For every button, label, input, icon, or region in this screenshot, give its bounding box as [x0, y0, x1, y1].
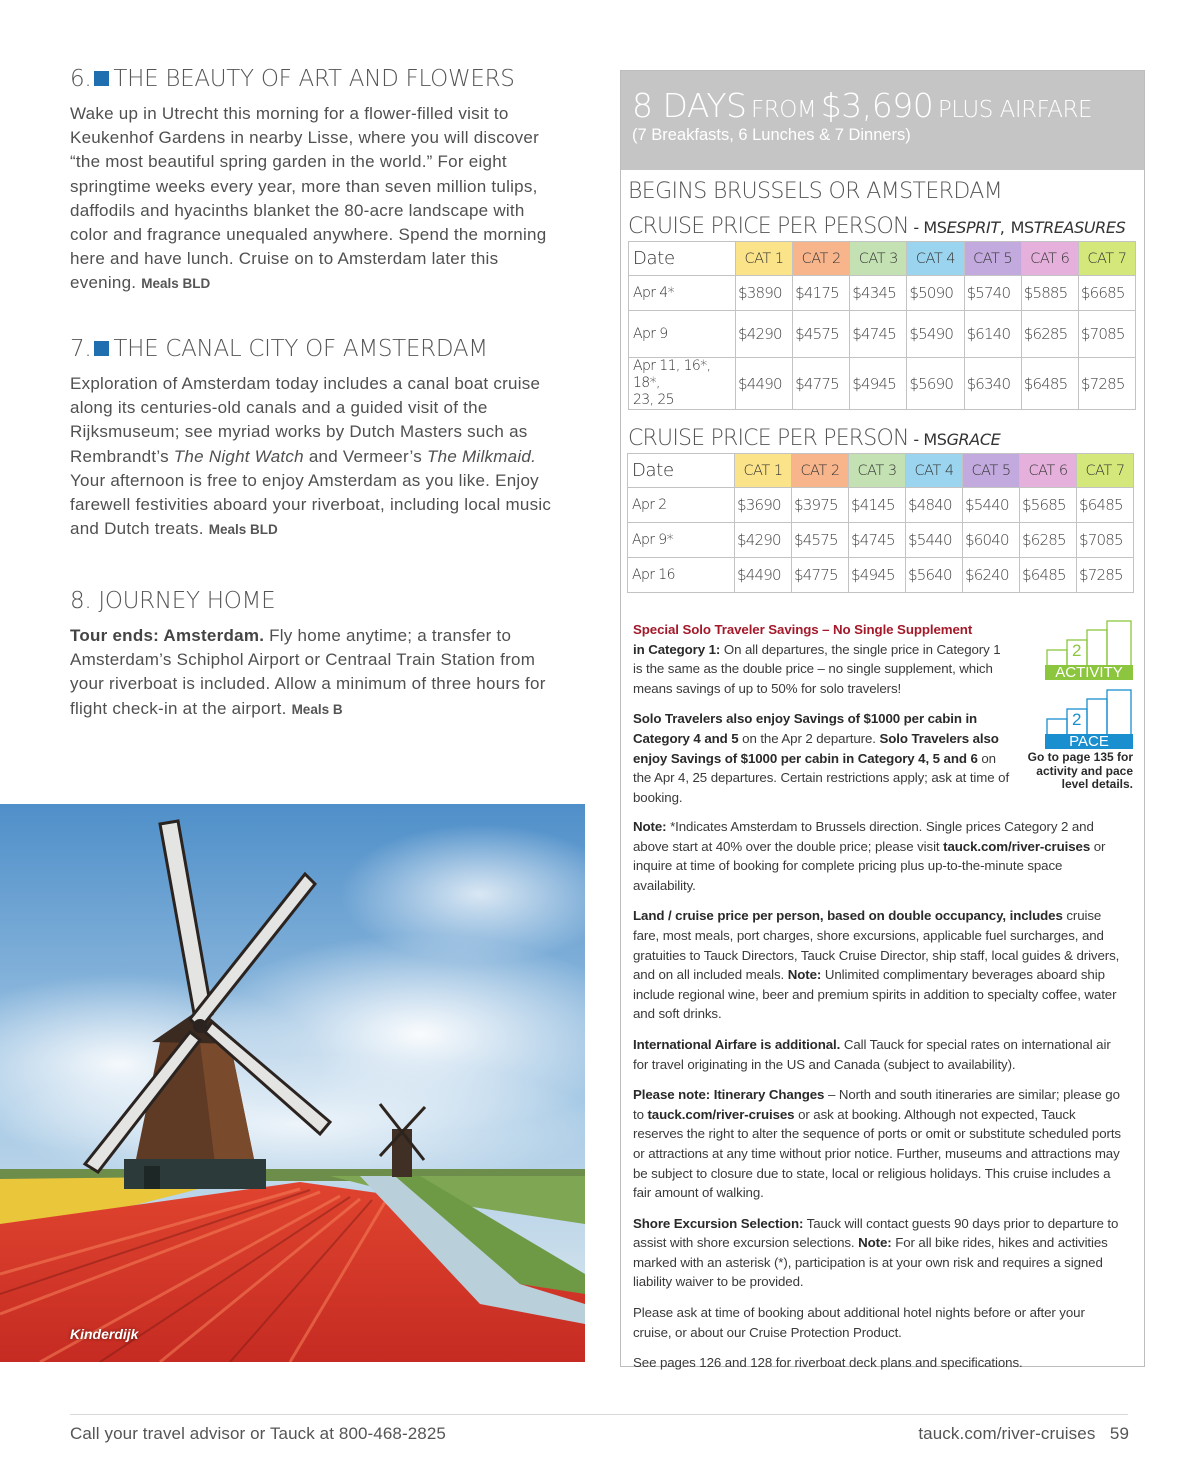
itinerary-text-2: or ask at booking. Although not expected, Tauck reserves the right to alter the sequence of ports or omit or substitute scheduled ports or attractions at any time without prior notice. Further, museums and attractions may be subject to closure due to state, local or religious holidays. This cruise includes a fair amount of walking. [633, 1106, 1121, 1201]
price-cell: $4290 [736, 311, 793, 358]
day-title: THE BEAUTY OF ART AND FLOWERS [113, 66, 515, 92]
solo-savings-title: Special Solo Traveler Savings – No Single Supplement [633, 622, 973, 637]
table-header-row [629, 242, 1136, 276]
table-heading-text: CRUISE PRICE PER PERSON [628, 426, 909, 451]
blue-square-icon [94, 341, 109, 356]
ms-prefix: MS [1010, 218, 1034, 237]
row-date: Apr 9* [628, 523, 735, 558]
price-cell: $4145 [849, 488, 906, 523]
day-8-text: Fly home anytime; a transfer to Amsterdam’s Schiphol Airport or Centraal Train Station from your riverboat is included. Allow a minimum of three hours for flight check-in at the airport. [70, 626, 546, 718]
pace-level-number: 2 [1072, 710, 1082, 729]
row-date: Apr 2 [628, 488, 735, 523]
footer-divider [70, 1414, 1128, 1415]
price-cell: $6140 [964, 311, 1021, 358]
solo-cabin-text-2: on the Apr 4, 25 departures. Certain restrictions apply; ask at time of booking. [633, 750, 1010, 805]
note-label: Note: [787, 967, 822, 983]
table-row [628, 488, 1134, 523]
footer-url-page-number: tauck.com/river-cruises 59 [918, 1424, 1129, 1443]
cat-3-header: CAT 3 [849, 454, 906, 488]
cat-7-header: CAT 7 [1078, 242, 1135, 276]
cat-5-header: CAT 5 [963, 454, 1020, 488]
cat-2-header: CAT 2 [793, 242, 850, 276]
solo-traveler-section [633, 620, 1011, 818]
price-cell: $3890 [736, 276, 793, 311]
shore-excursion-label: Shore Excursion Selection: [633, 1215, 804, 1231]
price-cell: $5885 [1021, 276, 1078, 311]
activity-level-number: 2 [1072, 641, 1082, 660]
pricing-panel [620, 70, 1145, 1371]
solo-savings-paragraph [633, 620, 1011, 698]
cat-4-header: CAT 4 [907, 242, 964, 276]
itinerary-changes-label: Please note: Itinerary Changes [633, 1087, 825, 1103]
land-cruise-text-1: cruise fare, most meals, port charges, shore excursions, applicable fuel surcharges, and gratuities to Tauck Directors, Tauck Cruise Director, ship staff, local guides & drivers, and on all included meals. [633, 908, 1120, 983]
itinerary-column [70, 66, 556, 718]
price-cell: $5740 [964, 276, 1021, 311]
price-cell: $4575 [793, 311, 850, 358]
price-cell: $4575 [792, 523, 849, 558]
deck-plans-note: See pages 126 and 128 for riverboat deck plans and specifications. [633, 1355, 1023, 1371]
ship-name-esprit [947, 218, 1000, 237]
price-cell: $5490 [907, 311, 964, 358]
table-row [629, 311, 1136, 358]
solo-cabin-bold-1: Solo Travelers also enjoy Savings of $1000 per cabin in Category 4 and 5 [633, 711, 978, 746]
price-cell: $7285 [1077, 558, 1134, 593]
day-7-text-1: Exploration of Amsterdam today includes a canal boat cruise along its centuries-old canals and a guided visit of the Rijksmuseum; see myriad works by Dutch Masters such as Rembrandt’s [70, 374, 541, 466]
day-number: 6. [70, 66, 92, 92]
photo-caption: Kinderdijk [70, 1326, 139, 1342]
day-7-text-3: Your afternoon is free to enjoy Amsterdam as you like. Enjoy farewell festivities aboard your riverboat, including local music and Dutch treats. [70, 470, 552, 539]
price-title [632, 86, 1144, 125]
day-8-heading: 8. JOURNEY HOME [70, 588, 276, 614]
price-cell: $6485 [1021, 358, 1078, 410]
price-cell: $4840 [906, 488, 963, 523]
tour-ends-label: Tour ends: Amsterdam. [70, 626, 265, 645]
date-column-header: Date [628, 454, 735, 488]
day-6-heading [70, 66, 556, 92]
price-cell: $4775 [792, 558, 849, 593]
solo-cabin-savings-paragraph [633, 709, 1011, 807]
ship-separator: , [999, 218, 1005, 237]
price-cell: $4290 [735, 523, 792, 558]
price-cell: $4945 [850, 358, 907, 410]
booking-notes [633, 817, 1125, 1384]
price-cell: $5690 [907, 358, 964, 410]
itinerary-changes-note [633, 1085, 1125, 1203]
begins-heading: BEGINS BRUSSELS OR AMSTERDAM [628, 179, 1003, 204]
note-text-2: or inquire at time of booking for complete pricing plus up-to-the-minute space availability. [633, 838, 1106, 893]
price-cell: $3690 [735, 488, 792, 523]
itinerary-text-1: – North and south itineraries are similar; please go to [633, 1087, 1120, 1122]
price-table-esprit-treasures [628, 241, 1136, 410]
day-6-body [70, 102, 556, 297]
river-cruises-link[interactable]: tauck.com/river-cruises [943, 838, 1091, 854]
airfare-label: International Airfare is additional. [633, 1036, 841, 1052]
price-cell: $4775 [793, 358, 850, 410]
table-row [628, 523, 1134, 558]
date-column-header: Date [629, 242, 736, 276]
artwork-title-night-watch: The Night Watch [173, 446, 304, 466]
price-table-grace [627, 453, 1134, 593]
price-cell: $5090 [907, 276, 964, 311]
river-cruises-link[interactable]: tauck.com/river-cruises [647, 1106, 795, 1122]
price-cell: $4745 [850, 311, 907, 358]
price-cell: $4945 [849, 558, 906, 593]
ship-name: ESPRIT [946, 218, 1000, 237]
price-cell: $3975 [792, 488, 849, 523]
day-title: THE CANAL CITY OF AMSTERDAM [113, 336, 488, 362]
day-8-section [70, 588, 556, 722]
solo-cabin-bold-2: Solo Travelers also enjoy Savings of $1000 per cabin in Category 4, 5 and 6 [633, 730, 999, 766]
ms-prefix: MS [923, 430, 947, 449]
activity-label: ACTIVITY [1045, 665, 1133, 680]
note-label: Note: [858, 1235, 892, 1251]
cat-1-header: CAT 1 [735, 454, 792, 488]
day-6-section [70, 66, 556, 297]
price-cell: $6485 [1077, 488, 1134, 523]
meals-label: Meals BLD [208, 522, 278, 538]
hotel-nights-note: Please ask at time of booking about additional hotel nights before or after your cruise, or about our Cruise Protection Product. [633, 1305, 1085, 1340]
direction-note [633, 817, 1125, 895]
starting-price: $3,690 [820, 86, 934, 125]
land-cruise-text-2: Unlimited complimentary beverages aboard ship include regional wine, beer and premium spirits in addition to specialty coffee, water and soft drinks. [633, 967, 1117, 1022]
cat-4-header: CAT 4 [906, 454, 963, 488]
meals-summary: (7 Breakfasts, 6 Lunches & 7 Dinners) [632, 126, 911, 144]
price-cell: $5640 [906, 558, 963, 593]
from-label: FROM [751, 97, 817, 123]
ship-name-grace [947, 430, 1001, 449]
windmill-photo [0, 804, 585, 1362]
cat-6-header: CAT 6 [1021, 242, 1078, 276]
cat-2-header: CAT 2 [792, 454, 849, 488]
table-heading-text: CRUISE PRICE PER PERSON [628, 214, 909, 239]
airfare-note [633, 1035, 1125, 1074]
days-count: 8 DAYS [632, 86, 747, 125]
row-date: Apr 9 [629, 311, 736, 358]
solo-cabin-text-1: on the Apr 2 departure. [738, 730, 880, 746]
table-row [629, 358, 1136, 410]
row-date [629, 358, 736, 410]
day-7-section [70, 336, 556, 542]
blue-square-icon [94, 71, 109, 86]
price-cell: $6685 [1078, 276, 1135, 311]
price-cell: $5685 [1020, 488, 1077, 523]
meals-label: Meals BLD [141, 276, 211, 292]
footer-phone: Call your travel advisor or Tauck at 800-468-2825 [70, 1424, 446, 1443]
solo-lead: in Category 1: [633, 641, 721, 657]
artwork-title-milkmaid: The Milkmaid. [426, 446, 537, 466]
plus-airfare-label: PLUS AIRFARE [937, 97, 1093, 123]
ms-prefix: MS [923, 218, 947, 237]
shore-excursion-note [633, 1214, 1125, 1292]
solo-body: On all departures, the single price in Category 1 is the same as the double price – no single supplement, which means savings of up to 50% for solo travelers! [633, 641, 1001, 696]
day-8-body [70, 624, 556, 722]
price-cell: $5440 [906, 523, 963, 558]
row-date: Apr 16 [628, 558, 735, 593]
price-cell: $5440 [963, 488, 1020, 523]
cat-7-header: CAT 7 [1077, 454, 1134, 488]
table-header-row [628, 454, 1134, 488]
price-cell: $6040 [963, 523, 1020, 558]
note-label: Note: [633, 819, 667, 834]
price-cell: $6285 [1020, 523, 1077, 558]
airfare-text: Call Tauck for special rates on international air for travel originating in the US and Canada (subject to availability). [633, 1036, 1111, 1072]
activity-level-badge [1045, 620, 1133, 680]
price-includes-note [633, 906, 1125, 1024]
pace-label: PACE [1045, 734, 1133, 749]
table-row [629, 276, 1136, 311]
cat-1-header: CAT 1 [736, 242, 793, 276]
cat-5-header: CAT 5 [964, 242, 1021, 276]
day-number: 7. [70, 336, 92, 362]
day-7-heading [70, 336, 556, 362]
price-cell: $7085 [1077, 523, 1134, 558]
level-details-caption: Go to page 135 for activity and pace level details. [1027, 750, 1133, 791]
ship-name-treasures [1034, 218, 1126, 237]
day-7-text-2: and Vermeer’s [303, 446, 427, 466]
meals-label: Meals B [291, 701, 343, 717]
price-cell: $6240 [963, 558, 1020, 593]
price-cell: $6340 [964, 358, 1021, 410]
price-cell: $7085 [1078, 311, 1135, 358]
price-cell: $6485 [1020, 558, 1077, 593]
price-cell: $4745 [849, 523, 906, 558]
price-header [621, 71, 1144, 170]
heading-dash: - [908, 218, 924, 237]
heading-dash: - [908, 430, 924, 449]
price-cell: $7285 [1078, 358, 1135, 410]
price-cell: $4175 [793, 276, 850, 311]
shore-excursion-text-2: For all bike rides, hikes and activities marked with an asterisk (*), participation is at your own risk and requires a signed liability waiver to be provided. [633, 1235, 1108, 1290]
price-cell: $4345 [850, 276, 907, 311]
cat-6-header: CAT 6 [1020, 454, 1077, 488]
land-cruise-label: Land / cruise price per person, based on double occupancy, includes [633, 908, 1063, 924]
day-6-text: Wake up in Utrecht this morning for a flower-filled visit to Keukenhof Gardens in nearby Lisse, where you will discover “the most beautiful spring garden in the world.” For eight springtime weeks every year, more than seven million tulips, daffodils and hyacinths blanket the 80-acre landscape with color and fragrance unequaled anywhere. Spend the morning here and have lunch. Cruise on to Amsterdam later this evening. [70, 104, 547, 293]
row-date: Apr 4* [629, 276, 736, 311]
note-text-1: *Indicates Amsterdam to Brussels direction. Single prices Category 2 and above start at 40% over the double price; please visit [633, 819, 1094, 854]
row-date-line-1: Apr 11, 16*, 18*, [633, 358, 711, 391]
pace-level-badge [1045, 689, 1133, 749]
day-7-body [70, 372, 556, 542]
table-1-heading [628, 214, 1144, 239]
ship-name: TREASURES [1033, 218, 1126, 237]
table-row [628, 558, 1134, 593]
price-cell: $6285 [1021, 311, 1078, 358]
table-2-heading [628, 426, 1144, 451]
shore-excursion-text-1: Tauck will contact guests 90 days prior to departure to assist with shore excursion selections. [633, 1215, 1119, 1251]
price-cell: $4490 [736, 358, 793, 410]
row-date-line-2: 23, 25 [633, 392, 674, 408]
cat-3-header: CAT 3 [850, 242, 907, 276]
price-cell: $4490 [735, 558, 792, 593]
windmill-illustration [0, 804, 585, 1362]
ship-name: GRACE [946, 430, 1001, 449]
